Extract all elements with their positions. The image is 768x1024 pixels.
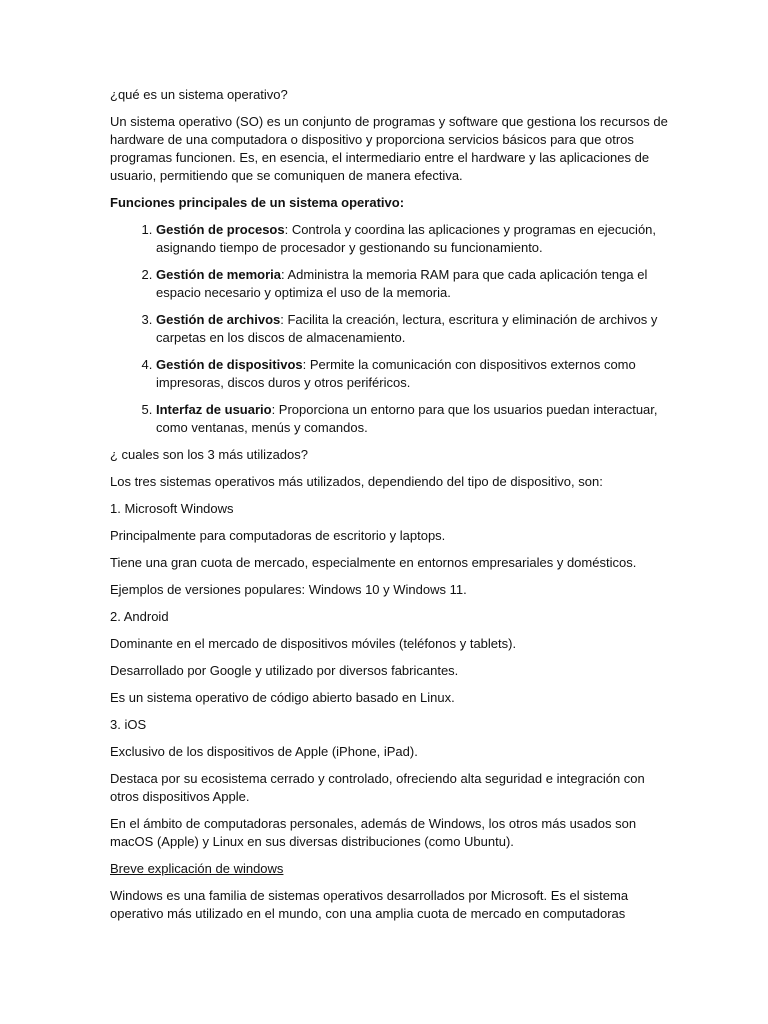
function-desc: : Controla y coordina las aplicaciones y programas en ejecución, asignando tiempo de procesador y gestionando su funcionamiento. [156, 222, 657, 255]
ios-line: Exclusivo de los dispositivos de Apple (iPhone, iPad). [110, 744, 418, 759]
ios-line: Destaca por su ecosistema cerrado y controlado, ofreciendo alta seguridad e integración con otros dispositivos Apple. [110, 771, 645, 804]
intro-paragraph: Un sistema operativo (SO) es un conjunto de programas y software que gestiona los recursos de hardware de una computadora o dispositivo y proporciona servicios básicos para que otros programas funcionen. Es, en esencia, el intermediario entre el hardware y las aplicaciones de usuario, permitiendo que se comuniquen de manera efectiva. [110, 114, 668, 183]
question-what-is-os: ¿qué es un sistema operativo? [110, 87, 288, 102]
function-term: Interfaz de usuario [156, 402, 272, 417]
functions-heading: Funciones principales de un sistema operativo: [110, 195, 405, 210]
windows-line: Tiene una gran cuota de mercado, especialmente en entornos empresariales y domésticos. [110, 555, 637, 570]
function-term: Gestión de memoria [156, 267, 281, 282]
list-item [156, 221, 670, 257]
android-line: Desarrollado por Google y utilizado por diversos fabricantes. [110, 663, 459, 678]
windows-heading: Breve explicación de windows [110, 861, 284, 876]
function-term: Gestión de dispositivos [156, 357, 303, 372]
list-item [156, 356, 670, 392]
list-item [156, 266, 670, 302]
document-page [110, 86, 670, 932]
ios-title: 3. iOS [110, 717, 147, 732]
others-paragraph: En el ámbito de computadoras personales, además de Windows, los otros más usados son macOS (Apple) y Linux en sus diversas distribuciones (como Ubuntu). [110, 816, 637, 849]
function-term: Gestión de procesos [156, 222, 285, 237]
function-desc: : Permite la comunicación con dispositivos externos como impresoras, discos duros y otros periféricos. [156, 357, 636, 390]
android-line: Es un sistema operativo de código abierto basado en Linux. [110, 690, 455, 705]
function-desc: : Administra la memoria RAM para que cada aplicación tenga el espacio necesario y optimiza el uso de la memoria. [156, 267, 648, 300]
question-top3: ¿ cuales son los 3 más utilizados? [110, 447, 308, 462]
functions-list [110, 221, 670, 437]
windows-paragraph: Windows es una familia de sistemas operativos desarrollados por Microsoft. Es el sistema operativo más utilizado en el mundo, con una amplia cuota de mercado en computadoras [110, 888, 629, 921]
top3-intro: Los tres sistemas operativos más utilizados, dependiendo del tipo de dispositivo, son: [110, 474, 603, 489]
list-item [156, 401, 670, 437]
list-item [156, 311, 670, 347]
function-desc: : Proporciona un entorno para que los usuarios puedan interactuar, como ventanas, menús y comandos. [156, 402, 658, 435]
function-term: Gestión de archivos [156, 312, 281, 327]
android-line: Dominante en el mercado de dispositivos móviles (teléfonos y tablets). [110, 636, 517, 651]
windows-title: 1. Microsoft Windows [110, 501, 234, 516]
android-title: 2. Android [110, 609, 169, 624]
windows-line: Principalmente para computadoras de escritorio y laptops. [110, 528, 446, 543]
function-desc: : Facilita la creación, lectura, escritura y eliminación de archivos y carpetas en los discos de almacenamiento. [156, 312, 658, 345]
windows-line: Ejemplos de versiones populares: Windows 10 y Windows 11. [110, 582, 467, 597]
